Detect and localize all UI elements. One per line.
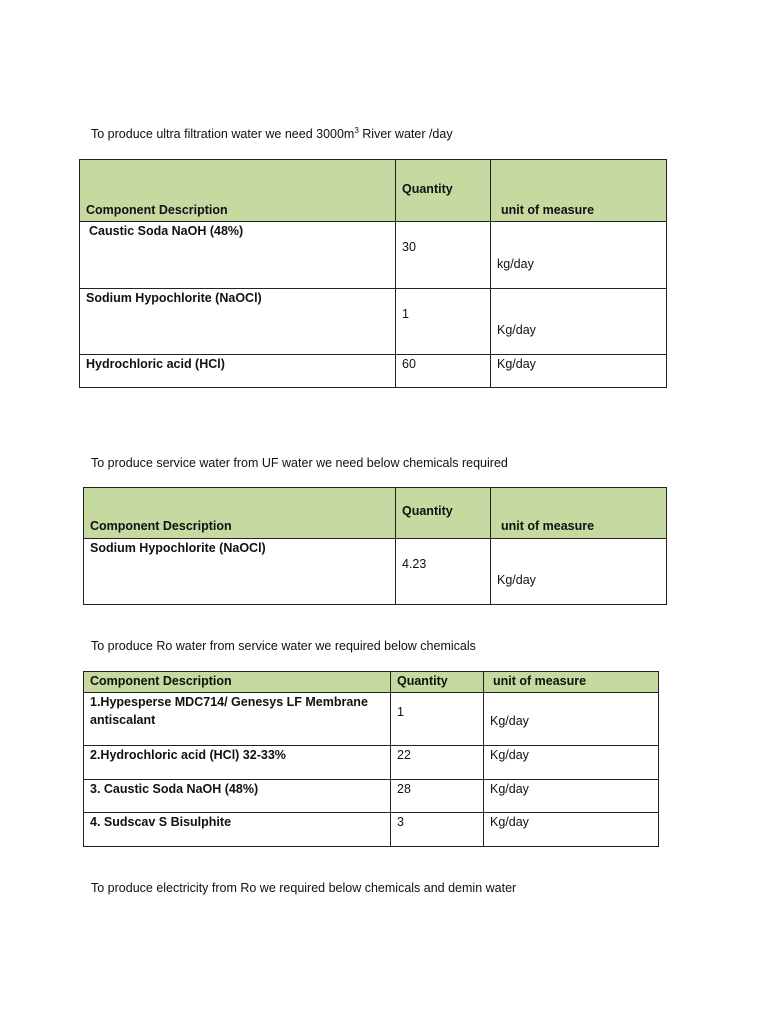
header-quantity: Quantity [397,674,448,688]
row-description: 4. Sudscav S Bisulphite [90,815,232,829]
row-unit: Kg/day [490,782,529,796]
header-quantity: Quantity [402,182,453,196]
table-row [84,693,659,746]
intro-electricity: To produce electricity from Ro we required below chemicals and demin water [91,881,517,895]
row-quantity: 4.23 [402,557,427,571]
header-component-description: Component Description [90,674,232,688]
intro-uf-water: To produce ultra filtration water we need $3000m^3$ River water /day [91,126,453,142]
table-row [80,222,667,289]
uf-chemicals-table [79,159,667,388]
row-description: Sodium Hypochlorite (NaOCl) [86,291,262,305]
row-quantity: 30 [402,240,416,254]
table-row [80,289,667,355]
row-unit: kg/day [497,257,534,271]
ro-water-chemicals-table [83,671,659,847]
row-description: Hydrochloric acid (HCl) [86,357,225,371]
table-row [84,780,659,813]
row-unit: Kg/day [497,357,536,371]
table-row [80,355,667,388]
header-unit-of-measure: unit of measure [493,674,587,688]
service-water-chemicals-table [83,487,667,605]
row-description-line1: 1.Hypesperse MDC714/ Genesys LF Membrane [90,695,368,709]
intro-service-water: To produce service water from UF water we need below chemicals required [91,456,508,470]
superscript-3: 3 [354,126,359,135]
row-quantity: 60 [402,357,416,371]
header-quantity: Quantity [402,504,453,518]
header-unit-of-measure: unit of measure [501,203,595,217]
row-unit: Kg/day [490,714,529,728]
row-description: Caustic Soda NaOH (48%) [89,224,244,238]
row-description-line2: antiscalant [90,713,156,727]
row-quantity: 3 [397,815,404,829]
table-header-row [80,160,667,222]
row-unit: Kg/day [497,323,536,337]
table-row [84,746,659,780]
table-header-row [84,672,659,693]
row-unit: Kg/day [490,748,529,762]
row-description: Sodium Hypochlorite (NaOCl) [90,541,266,555]
row-unit: Kg/day [497,573,536,587]
row-quantity: 1 [397,705,404,719]
row-quantity: 22 [397,748,411,762]
table-row [84,539,667,605]
row-unit: Kg/day [490,815,529,829]
table-header-row [84,488,667,539]
intro-ro-water: To produce Ro water from service water we required below chemicals [91,639,476,653]
row-quantity: 28 [397,782,411,796]
header-component-description: Component Description [86,203,228,217]
row-description: 3. Caustic Soda NaOH (48%) [90,782,259,796]
header-component-description: Component Description [90,519,232,533]
table-row [84,813,659,847]
row-quantity: 1 [402,307,409,321]
header-unit-of-measure: unit of measure [501,519,595,533]
row-description: 2.Hydrochloric acid (HCl) 32-33% [90,748,286,762]
